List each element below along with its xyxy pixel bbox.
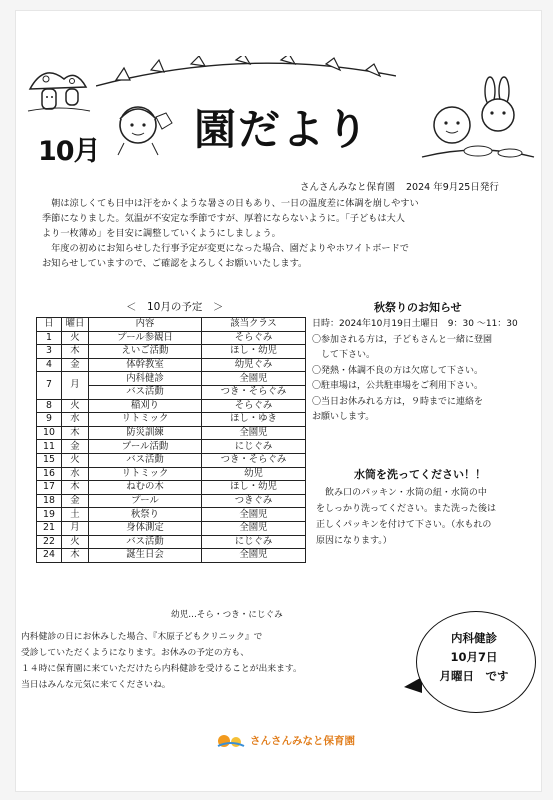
cell-event: 稲刈り (89, 399, 202, 413)
water-bottle-notice (316, 485, 496, 549)
checkup-line: 内科健診の日にお休みした場合、『木原子どもクリニック』で (21, 632, 263, 642)
cell-event: プール参観日 (89, 331, 202, 345)
table-row (37, 494, 306, 508)
col-event: 内容 (89, 318, 202, 332)
cell-class: つき・そらぐみ (202, 385, 306, 399)
water-line: をしっかり洗ってください。また洗った後は (316, 504, 497, 514)
col-class: 該当クラス (202, 318, 306, 332)
bubble-line: 内科健診 (451, 631, 497, 645)
bubble-line: 月曜日 です (439, 669, 509, 683)
cell-event: プール (89, 494, 202, 508)
checkup-line: 受診していただくようになります。お休みの予定の方も、 (21, 648, 250, 658)
cell-day: 8 (37, 399, 62, 413)
cell-event: バス活動 (89, 535, 202, 549)
intro-line: 朝は涼しくても日中は汗をかくような暑さの日もあり、一日の温度差に体調を崩しやすい (42, 198, 419, 209)
cell-event: プール活動 (89, 440, 202, 454)
cell-class: つき・そらぐみ (202, 453, 306, 467)
cell-day: 24 (37, 549, 62, 563)
cell-day: 15 (37, 453, 62, 467)
cell-class: 全園児 (202, 372, 306, 386)
cell-weekday: 金 (62, 358, 89, 372)
cell-event: 誕生日会 (89, 549, 202, 563)
water-line: 原因になります。） (316, 536, 392, 546)
cell-day: 18 (37, 494, 62, 508)
table-row (37, 549, 306, 563)
schedule-header-row (37, 318, 306, 332)
cell-event: バス活動 (89, 453, 202, 467)
intro-text (42, 196, 419, 271)
bubble-line: 10月7日 (450, 650, 498, 664)
table-row (37, 440, 306, 454)
animal-characters-illustration (418, 73, 538, 168)
cell-class: そらぐみ (202, 399, 306, 413)
cell-weekday: 水 (62, 467, 89, 481)
table-row (37, 535, 306, 549)
class-legend: 幼児…そら・つき・にじぐみ (171, 610, 283, 620)
cell-weekday: 木 (62, 345, 89, 359)
table-row (37, 453, 306, 467)
festival-notice (312, 317, 518, 426)
cell-weekday: 火 (62, 535, 89, 549)
intro-line: 季節になりました。気温が不安定な季節ですが、厚着にならないように。「子どもは大人 (42, 213, 405, 224)
cell-day: 19 (37, 508, 62, 522)
festival-line: 〇参加される方は，子どもさんと一緒に登園 (312, 334, 493, 345)
cell-weekday: 木 (62, 549, 89, 563)
table-row (37, 331, 306, 345)
cell-class: にじぐみ (202, 535, 306, 549)
cell-weekday: 木 (62, 426, 89, 440)
cell-day: 1 (37, 331, 62, 345)
cell-weekday: 土 (62, 508, 89, 522)
table-row (37, 467, 306, 481)
water-bottle-heading: 水筒を洗ってください！！ (354, 468, 486, 481)
checkup-line: 当日はみんな元気に来てくださいね。 (21, 680, 171, 690)
cell-weekday: 火 (62, 453, 89, 467)
cell-event: えいご活動 (89, 345, 202, 359)
table-row (37, 521, 306, 535)
cell-weekday: 火 (62, 399, 89, 413)
table-row (37, 413, 306, 427)
cell-class: つきぐみ (202, 494, 306, 508)
table-row (37, 426, 306, 440)
cell-day: 11 (37, 440, 62, 454)
checkup-notice (21, 629, 302, 693)
cell-event: リトミック (89, 467, 202, 481)
cell-weekday: 水 (62, 413, 89, 427)
intro-line: より一枚薄め」を目安に調整していくようにしましょう。 (42, 228, 281, 239)
cell-day: 21 (37, 521, 62, 535)
cell-day: 22 (37, 535, 62, 549)
table-row (37, 399, 306, 413)
cell-weekday: 金 (62, 440, 89, 454)
festival-line: 〇発熱・体調不良の方は欠席して下さい。 (312, 365, 484, 376)
cell-day: 10 (37, 426, 62, 440)
col-day: 日 (37, 318, 62, 332)
cell-event: リトミック (89, 413, 202, 427)
cell-event: 秋祭り (89, 508, 202, 522)
cell-class: ほし・幼児 (202, 481, 306, 495)
cell-class: 全園児 (202, 426, 306, 440)
newsletter-title: 園だより (194, 105, 371, 154)
cell-event: バス活動 (89, 385, 202, 399)
table-row (37, 481, 306, 495)
school-name: さんさんみなと保育園 (300, 182, 396, 193)
cell-event: 防災訓練 (89, 426, 202, 440)
col-weekday: 曜日 (62, 318, 89, 332)
water-line: 正しくパッキンを付けて下さい。（水もれの (316, 520, 492, 530)
cell-class: ほし・幼児 (202, 345, 306, 359)
schedule-title: ＜ 10月の予定 ＞ (126, 301, 224, 313)
cell-class: 全園児 (202, 549, 306, 563)
festival-line: 〇当日お休みれる方は，９時までに連絡を (312, 396, 484, 407)
festival-line: して下さい。 (312, 350, 376, 360)
cell-class: ほし・ゆき (202, 413, 306, 427)
cell-day: 9 (37, 413, 62, 427)
issue-date: 2024 年9月25日発行 (406, 182, 499, 193)
cell-class: にじぐみ (202, 440, 306, 454)
festival-heading: 秋祭りのお知らせ (374, 301, 462, 314)
cell-day: 3 (37, 345, 62, 359)
cell-day: 4 (37, 358, 62, 372)
newsletter-page (15, 10, 542, 792)
issue-month: 10月 (38, 136, 100, 167)
table-row (37, 345, 306, 359)
festival-line: 日時：2024年10月19日土曜日 9：30 ～11：30 (312, 319, 518, 329)
festival-line: 〇駐車場は，公共駐車場をご利用下さい。 (312, 381, 484, 391)
cell-day: 7 (37, 372, 62, 399)
school-logo-icon (216, 733, 246, 749)
mushroom-illustration (24, 61, 94, 116)
cell-day: 17 (37, 481, 62, 495)
table-row (37, 508, 306, 522)
cell-class: そらぐみ (202, 331, 306, 345)
cell-class: 幼児ぐみ (202, 358, 306, 372)
footer-school-name: さんさんみなと保育園 (250, 735, 355, 747)
cell-class: 全園児 (202, 521, 306, 535)
cell-day: 16 (37, 467, 62, 481)
table-row (37, 372, 306, 386)
festival-line: お願いします。 (312, 412, 375, 422)
cell-class: 幼児 (202, 467, 306, 481)
cell-weekday: 月 (62, 372, 89, 399)
cell-event: 身体測定 (89, 521, 202, 535)
cell-class: 全園児 (202, 508, 306, 522)
intro-line: お知らせしていますので、ご確認をよろしくお願いいたします。 (42, 258, 308, 269)
cell-weekday: 月 (62, 521, 89, 535)
water-line: 飲み口のパッキン・水筒の紐・水筒の中 (316, 488, 487, 498)
checkup-line: １４時に保育園に来ていただけたら内科健診を受けることが出来ます。 (21, 664, 302, 674)
table-row (37, 358, 306, 372)
checkup-bubble-text (424, 629, 524, 686)
cell-weekday: 金 (62, 494, 89, 508)
schedule-table (36, 317, 306, 563)
cell-weekday: 火 (62, 331, 89, 345)
cell-event: ねむの木 (89, 481, 202, 495)
child-illustration (108, 97, 178, 159)
leaf-garland-illustration (96, 56, 396, 96)
cell-weekday: 木 (62, 481, 89, 495)
cell-event: 内科健診 (89, 372, 202, 386)
cell-event: 体幹教室 (89, 358, 202, 372)
intro-line: 年度の初めにお知らせした行事予定が変更になった場合、園だよりやホワイトボードで (42, 243, 409, 254)
